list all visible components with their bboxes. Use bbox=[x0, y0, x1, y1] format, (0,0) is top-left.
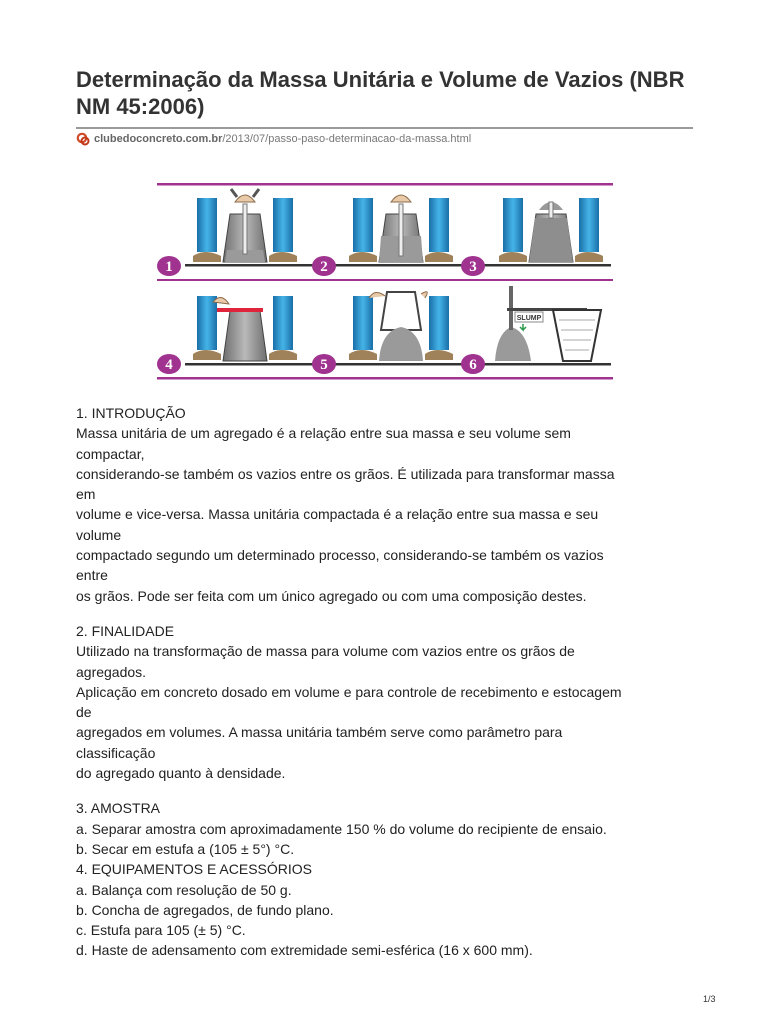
text-line: d. Haste de adensamento com extremidade semi-esférica (16 x 600 mm). bbox=[76, 942, 533, 959]
site-logo-icon bbox=[76, 132, 90, 146]
step-3-illustration bbox=[499, 198, 603, 262]
step-2-illustration bbox=[349, 195, 453, 262]
section-heading-equipamentos: 4. EQUIPAMENTOS E ACESSÓRIOS bbox=[76, 861, 312, 878]
slump-label: SLUMP bbox=[516, 315, 542, 322]
source-link[interactable] bbox=[76, 132, 471, 146]
text-line: considerando-se também os vazios entre os grãos. É utilizada para transformar massa bbox=[76, 465, 615, 482]
step-4-number: 4 bbox=[165, 357, 173, 373]
step-1-badge bbox=[157, 256, 181, 276]
text-line: Utilizado na transformação de massa para volume com vazios entre os grãos de bbox=[76, 643, 575, 660]
text-line: b. Secar em estufa a (105 ± 5°) °C. bbox=[76, 840, 295, 857]
step-5-number: 5 bbox=[320, 357, 328, 373]
section-heading-introducao: 1. INTRODUÇÃO bbox=[76, 405, 186, 421]
text-line: Massa unitária de um agregado é a relação entre sua massa e seu volume sem bbox=[76, 425, 571, 442]
document-body bbox=[76, 403, 696, 961]
ground-line-top bbox=[185, 264, 611, 267]
text-line: b. Concha de agregados, de fundo plano. bbox=[76, 901, 334, 918]
text-line: volume bbox=[76, 526, 122, 543]
section-heading-finalidade: 2. FINALIDADE bbox=[76, 622, 175, 639]
step-2-number: 2 bbox=[320, 259, 328, 275]
step-6-number: 6 bbox=[469, 357, 477, 373]
text-line: compactar, bbox=[76, 445, 145, 462]
text-line: em bbox=[76, 486, 96, 503]
text-line: a. Balança com resolução de 50 g. bbox=[76, 881, 292, 898]
figure-top-rule bbox=[157, 183, 613, 186]
page-number: 1/3 bbox=[703, 994, 716, 1004]
text-line: classificação bbox=[76, 744, 156, 761]
text-line: volume e vice-versa. Massa unitária compactada é a relação entre sua massa e seu bbox=[76, 506, 599, 523]
text-line: agregados. bbox=[76, 663, 147, 680]
title-divider bbox=[76, 127, 693, 129]
document-title: Determinação da Massa Unitária e Volume de Vazios (NBR NM 45:2006) bbox=[76, 67, 685, 119]
step-5-badge bbox=[312, 354, 336, 374]
slump-test-figure bbox=[155, 180, 615, 385]
step-6-illustration bbox=[495, 286, 601, 361]
text-line: de bbox=[76, 704, 92, 721]
step-1-illustration bbox=[193, 189, 297, 262]
step-5-illustration bbox=[349, 292, 453, 361]
text-line: compactado segundo um determinado processo, considerando-se também os vazios bbox=[76, 547, 604, 564]
step-2-badge bbox=[312, 256, 336, 276]
source-path: /2013/07/passo-paso-determinacao-da-massa.html bbox=[222, 133, 472, 145]
step-1-number: 1 bbox=[165, 259, 173, 275]
step-3-badge bbox=[461, 256, 485, 276]
text-line: os grãos. Pode ser feita com um único agregado ou com uma composição destes. bbox=[76, 587, 587, 604]
step-4-badge bbox=[157, 354, 181, 374]
step-4-illustration bbox=[193, 296, 297, 361]
text-line: c. Estufa para 105 (± 5) °C. bbox=[76, 922, 246, 939]
step-6-badge bbox=[461, 354, 485, 374]
ground-line-bottom bbox=[185, 363, 611, 366]
text-line: do agregado quanto à densidade. bbox=[76, 765, 286, 782]
section-heading-amostra: 3. AMOSTRA bbox=[76, 800, 161, 817]
source-domain: clubedoconcreto.com.br bbox=[94, 133, 223, 145]
text-line: a. Separar amostra com aproximadamente 150 % do volume do recipiente de ensaio. bbox=[76, 820, 607, 837]
text-line: entre bbox=[76, 567, 108, 584]
figure-middle-rule bbox=[157, 279, 613, 281]
text-line: Aplicação em concreto dosado em volume e para controle de recebimento e estocagem bbox=[76, 683, 622, 700]
figure-bottom-rule bbox=[157, 377, 613, 380]
text-line: agregados em volumes. A massa unitária também serve como parâmetro para bbox=[76, 724, 563, 741]
step-3-number: 3 bbox=[469, 259, 477, 275]
